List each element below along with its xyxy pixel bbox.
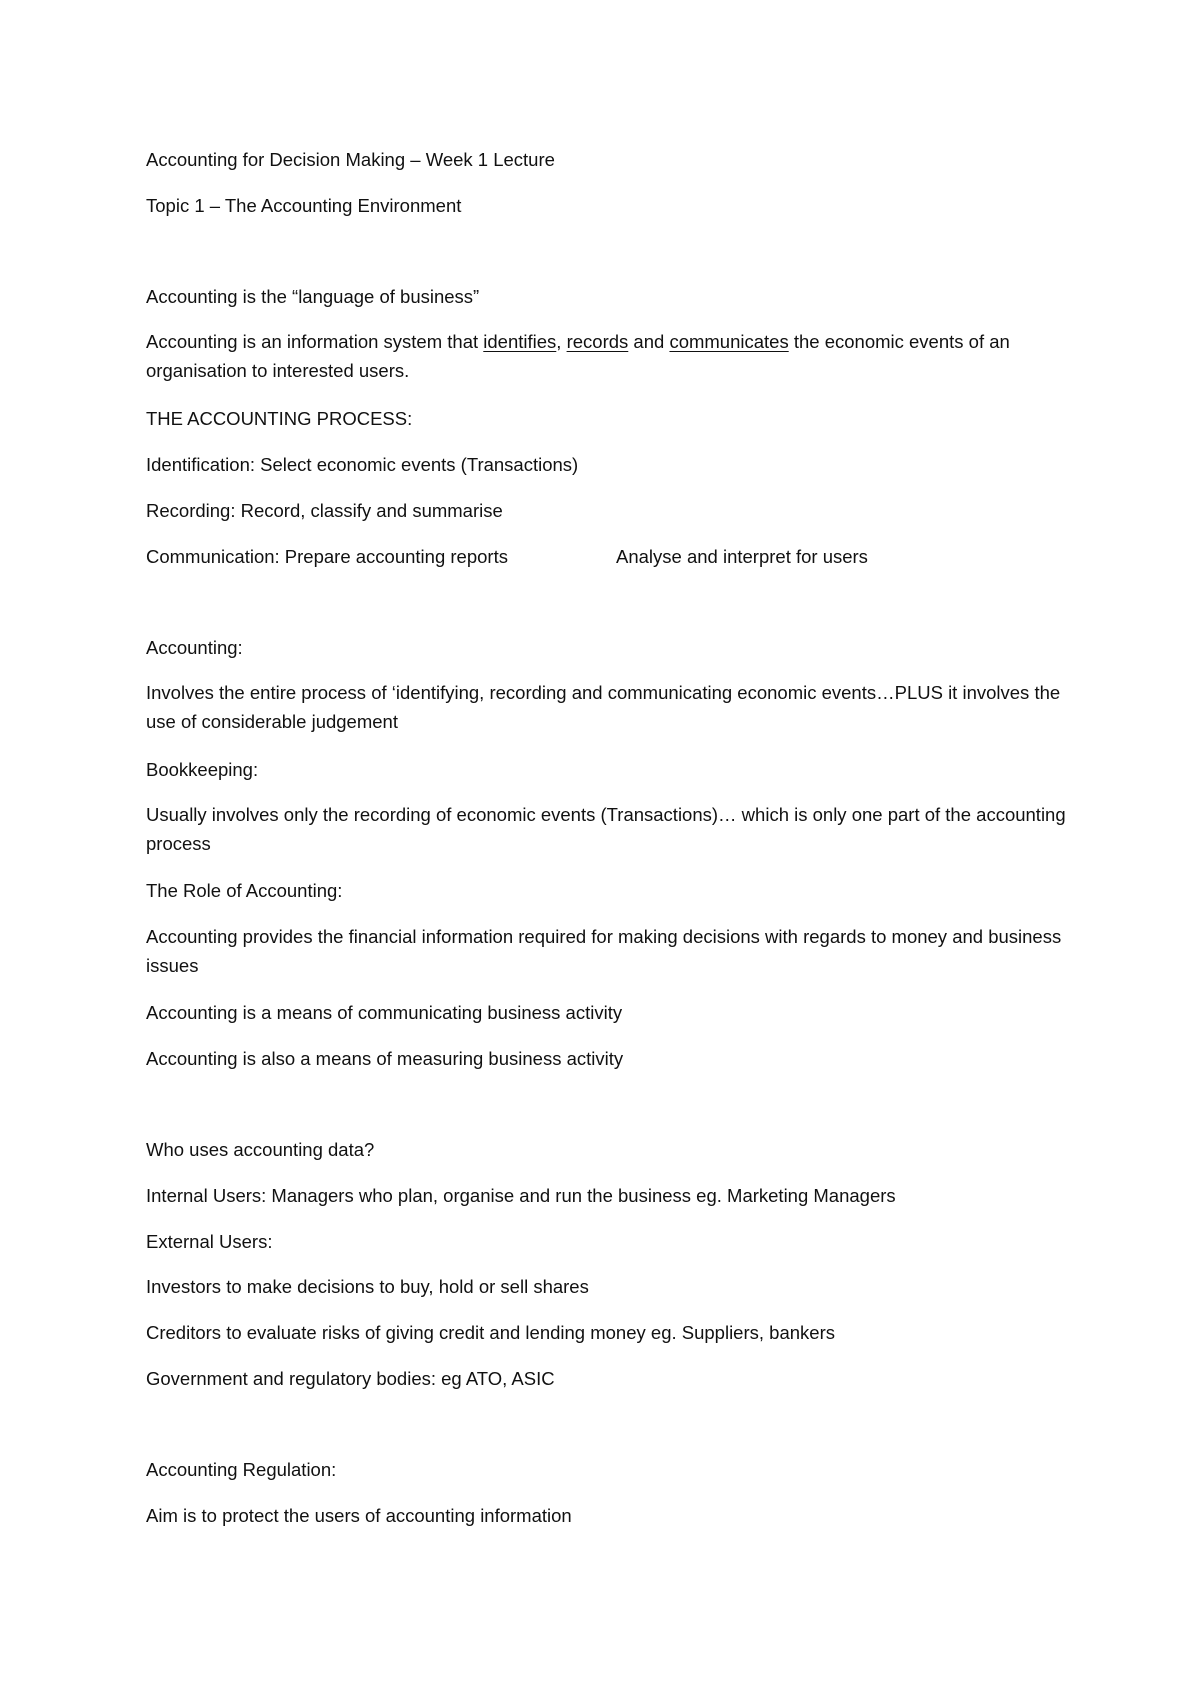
role-heading: The Role of Accounting: — [146, 880, 343, 901]
communicates-underlined: communicates — [669, 331, 789, 352]
users-heading: Who uses accounting data? — [146, 1139, 375, 1160]
document-title: Accounting for Decision Making – Week 1 Lecture — [146, 149, 555, 170]
internal-users-line: Internal Users: Managers who plan, organise and run the business eg. Marketing Managers — [146, 1185, 896, 1206]
role-item-3: Accounting is also a means of measuring business activity — [146, 1048, 624, 1069]
communication-left: Communication: Prepare accounting reports — [146, 546, 508, 567]
external-user-investors: Investors to make decisions to buy, hold or sell shares — [146, 1276, 589, 1297]
role-item-1: Accounting provides the financial information required for making decisions with regards to money and business issues — [146, 926, 1062, 976]
external-users-heading: External Users: — [146, 1231, 273, 1252]
info-system-text-1: Accounting is an information system that — [146, 331, 484, 352]
recording-line: Recording: Record, classify and summarise — [146, 500, 503, 521]
bookkeeping-body: Usually involves only the recording of economic events (Transactions)… which is only one part of the accounting process — [146, 804, 1066, 854]
accounting-heading: Accounting: — [146, 637, 243, 658]
identification-line: Identification: Select economic events (Transactions) — [146, 454, 579, 475]
communication-right: Analyse and interpret for users — [616, 546, 868, 567]
external-user-government: Government and regulatory bodies: eg ATO, ASIC — [146, 1368, 555, 1389]
accounting-body: Involves the entire process of ‘identifying, recording and communicating economic events…PLUS it involves the use of considerable judgement — [146, 682, 1061, 732]
accounting-process-heading: THE ACCOUNTING PROCESS: — [146, 408, 413, 429]
info-system-text-2: , — [556, 331, 567, 352]
identifies-underlined: identifies — [483, 331, 557, 352]
topic-heading: Topic 1 – The Accounting Environment — [146, 195, 462, 216]
info-system-text-3: and — [628, 331, 670, 352]
information-system-paragraph — [146, 327, 1076, 385]
info-system-text-4: the economic events of an organisation to interested users. — [146, 331, 1010, 381]
regulation-body: Aim is to protect the users of accounting information — [146, 1505, 572, 1526]
records-underlined: records — [566, 331, 629, 352]
bookkeeping-heading: Bookkeeping: — [146, 759, 259, 780]
regulation-heading: Accounting Regulation: — [146, 1459, 337, 1480]
role-item-2: Accounting is a means of communicating business activity — [146, 1002, 623, 1023]
language-of-business-line: Accounting is the “language of business” — [146, 286, 480, 307]
external-user-creditors: Creditors to evaluate risks of giving credit and lending money eg. Suppliers, bankers — [146, 1322, 835, 1343]
communication-line — [146, 542, 1076, 571]
